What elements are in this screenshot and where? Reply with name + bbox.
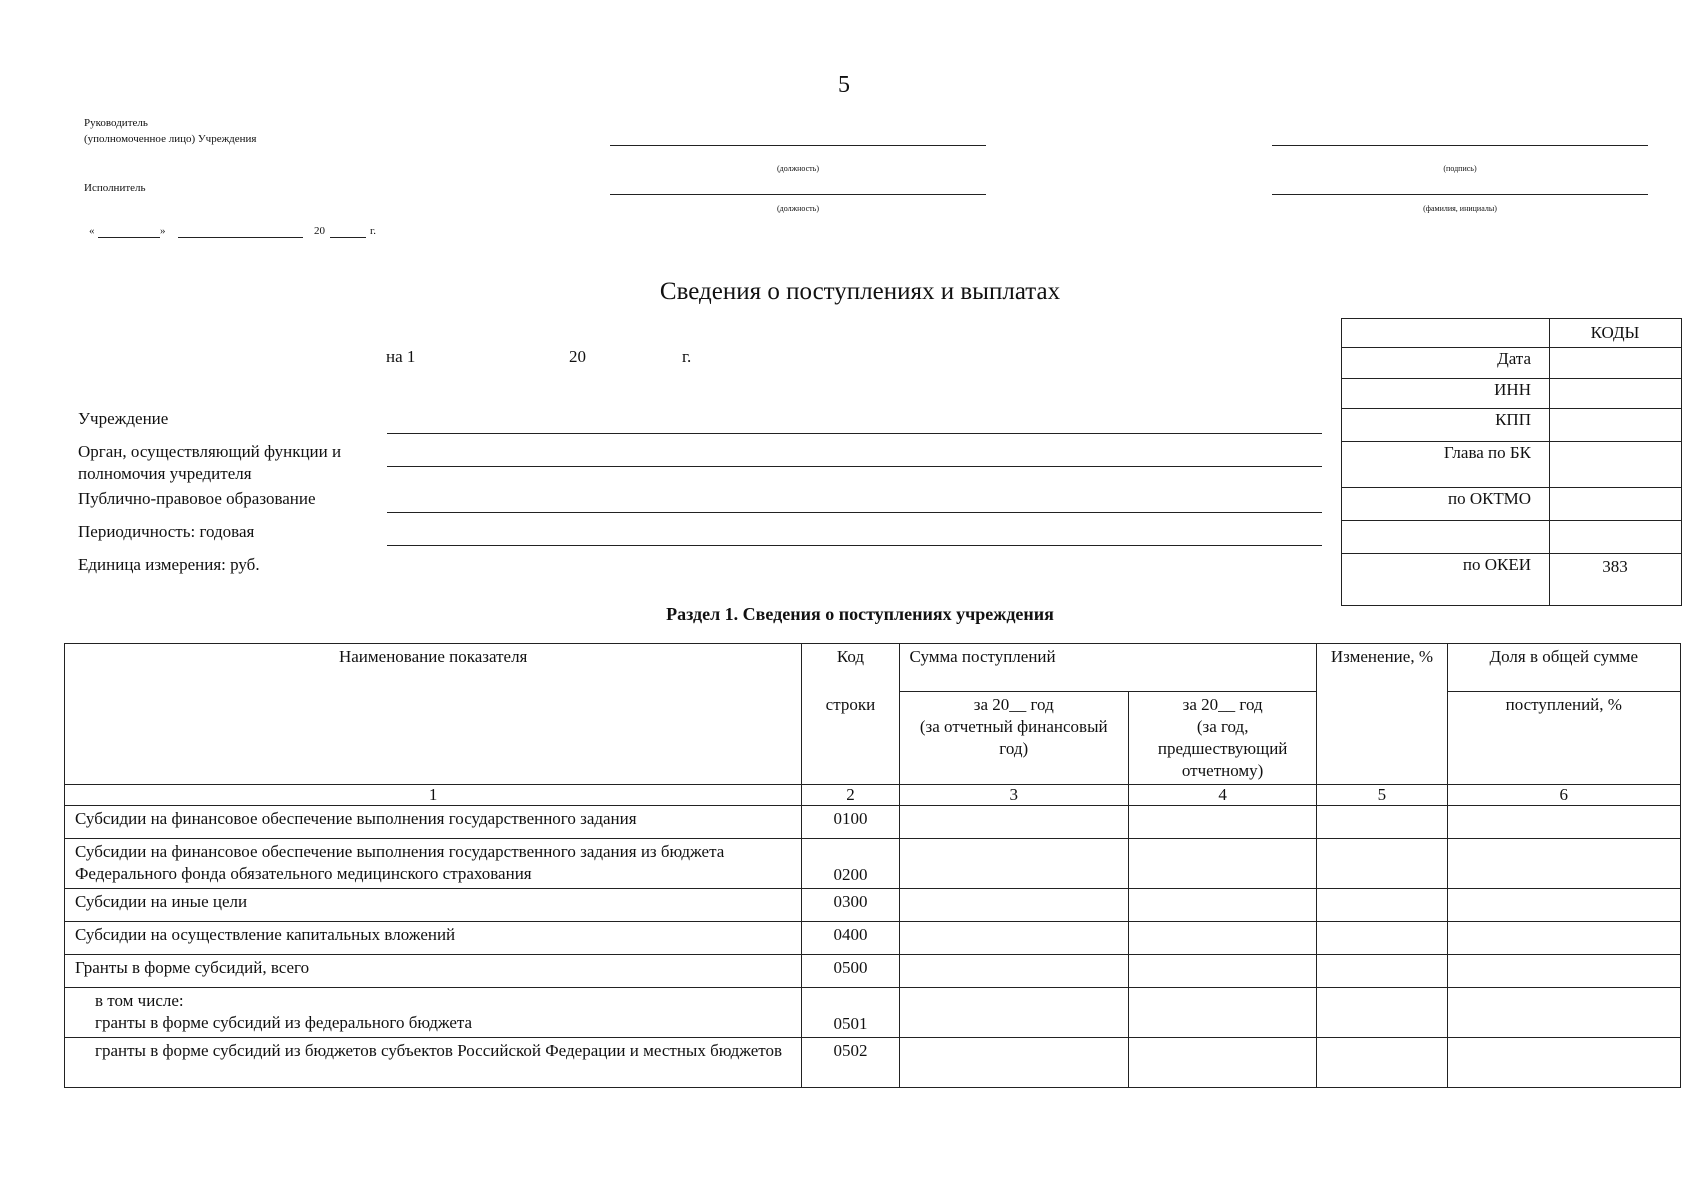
executor-label: Исполнитель (84, 182, 146, 194)
caption-signature: (подпись) (1443, 164, 1477, 173)
column-number: 1 (65, 785, 802, 806)
row-code: 0502 (802, 1038, 899, 1088)
signature-line (1272, 145, 1648, 146)
field-public-entity: Публично-правовое образование (78, 489, 316, 508)
header-sum (899, 644, 1317, 692)
code-date-label: Дата (1497, 349, 1531, 368)
field-founder: Орган, осуществляющий функции и (78, 442, 342, 461)
cell (1128, 889, 1316, 922)
date-close-quote: » (160, 225, 166, 237)
row-name-line-2: Федерального фонда обязательного медицинского страхования (75, 864, 532, 883)
date-prefix: на 1 (386, 347, 416, 366)
row-code: 0400 (802, 922, 899, 955)
public-entity-line (387, 512, 1322, 513)
code-glava-label: Глава по БК (1443, 443, 1531, 462)
header-sum-a-year: за 20__ год (973, 695, 1054, 714)
row-name-line-2: гранты в форме субсидий из федерального бюджета (95, 1013, 473, 1032)
row-name: Субсидии на финансовое обеспечение выполнения государственного задания (65, 806, 802, 839)
periodicity-line (387, 545, 1322, 546)
header-name (65, 644, 802, 692)
date-year-suffix: г. (370, 225, 377, 237)
code-oktmo-label: по ОКТМО (1447, 489, 1531, 508)
date-suffix: г. (682, 347, 692, 366)
row-name-line-1: Субсидии на финансовое обеспечение выполнения государственного задания из бюджета (75, 842, 725, 861)
cell (1128, 988, 1316, 1038)
cell (1447, 889, 1680, 922)
code-kpp-label: КПП (1495, 410, 1531, 429)
header-code-2-text: строки (825, 694, 876, 714)
date-year: 20 (569, 347, 586, 366)
fio-line (1272, 194, 1648, 195)
row-name (65, 988, 802, 1038)
header-sum-a-desc: (за отчетный финансовый год) (919, 717, 1108, 758)
row-name-line-1: в том числе: (95, 991, 184, 1010)
cell (899, 806, 1128, 839)
receipts-table (64, 643, 1681, 1088)
header-share (1447, 644, 1680, 692)
cell (899, 839, 1128, 889)
row-name: Субсидии на осуществление капитальных вложений (65, 922, 802, 955)
row-code: 0500 (802, 955, 899, 988)
cell (1447, 806, 1680, 839)
row-code: 0100 (802, 806, 899, 839)
row-code: 0200 (802, 839, 899, 889)
section-title: Раздел 1. Сведения о поступлениях учреждения (666, 604, 1054, 624)
header-change-text: Изменение, % (1330, 647, 1433, 666)
header-share-2 (1447, 692, 1680, 785)
date-month-line (178, 237, 303, 238)
cell (1128, 806, 1316, 839)
date-day-line (98, 237, 160, 238)
position-line-1 (610, 145, 986, 146)
code-inn-label: ИНН (1494, 380, 1531, 399)
founder-line (387, 466, 1322, 467)
cell (1447, 839, 1680, 889)
header-sum-b-year: за 20__ год (1182, 695, 1263, 714)
cell (1447, 955, 1680, 988)
position-line-2 (610, 194, 986, 195)
column-number: 5 (1317, 785, 1447, 806)
header-sum-b-desc: (за год, предшествующий отчетному) (1157, 717, 1288, 780)
page-title: Сведения о поступлениях и выплатах (659, 278, 1061, 305)
caption-position-1: (должность) (777, 164, 819, 173)
header-share-text: Доля в общей сумме (1489, 647, 1639, 666)
date-year-line (330, 237, 366, 238)
row-name: Гранты в форме субсидий, всего (65, 955, 802, 988)
table-row (65, 955, 1681, 988)
cell (1128, 922, 1316, 955)
table-row (65, 889, 1681, 922)
header-name-text: Наименование показателя (338, 647, 528, 666)
header-name-empty (65, 692, 802, 785)
row-name: гранты в форме субсидий из бюджетов субъектов Российской Федерации и местных бюджетов (65, 1038, 802, 1088)
cell (1128, 839, 1316, 889)
column-number: 3 (899, 785, 1128, 806)
codes-header: КОДЫ (1590, 323, 1640, 342)
cell (1317, 889, 1447, 922)
cell (1128, 955, 1316, 988)
head-label-sub: (уполномоченное лицо) Учреждения (84, 133, 257, 145)
field-periodicity: Периодичность: годовая (78, 522, 255, 541)
cell (899, 922, 1128, 955)
field-institution: Учреждение (78, 409, 169, 428)
header-sum-b (1128, 692, 1316, 785)
page-number: 5 (838, 72, 850, 98)
header-share-2-text: поступлений, % (1505, 695, 1622, 714)
table-row (65, 922, 1681, 955)
field-unit: Единица измерения: руб. (78, 555, 260, 574)
cell (1447, 922, 1680, 955)
cell (1128, 1038, 1316, 1088)
header-code (802, 644, 899, 692)
column-number: 4 (1128, 785, 1316, 806)
header-change (1317, 644, 1447, 785)
caption-fio: (фамилия, инициалы) (1423, 204, 1497, 213)
row-name: Субсидии на иные цели (65, 889, 802, 922)
header-sum-text: Сумма поступлений (909, 647, 1056, 666)
cell (1317, 922, 1447, 955)
column-number: 2 (802, 785, 899, 806)
cell (899, 955, 1128, 988)
table-row (65, 988, 1681, 1038)
cell (899, 889, 1128, 922)
code-okei-label: по ОКЕИ (1462, 555, 1531, 574)
codes-box (1341, 318, 1682, 606)
institution-line (387, 433, 1322, 434)
cell (1317, 1038, 1447, 1088)
column-numbers-row (65, 785, 1681, 806)
table-row (65, 806, 1681, 839)
cell (1317, 806, 1447, 839)
row-code: 0501 (802, 988, 899, 1038)
cell (1317, 955, 1447, 988)
cell (899, 988, 1128, 1038)
field-founder-2: полномочия учредителя (78, 464, 252, 483)
row-code: 0300 (802, 889, 899, 922)
head-label: Руководитель (84, 117, 148, 129)
header-code-text: Код (836, 647, 865, 666)
cell (1317, 988, 1447, 1038)
table-row (65, 839, 1681, 889)
cell (1447, 988, 1680, 1038)
header-sum-a (899, 692, 1128, 785)
date-open-quote: « (89, 225, 95, 237)
header-code-2 (802, 692, 899, 785)
table-row (65, 1038, 1681, 1088)
code-okei-value: 383 (1602, 557, 1628, 576)
cell (1317, 839, 1447, 889)
column-number: 6 (1447, 785, 1680, 806)
date-year-prefix: 20 (314, 225, 325, 237)
caption-position-2: (должность) (777, 204, 819, 213)
row-name (65, 839, 802, 889)
cell (1447, 1038, 1680, 1088)
cell (899, 1038, 1128, 1088)
